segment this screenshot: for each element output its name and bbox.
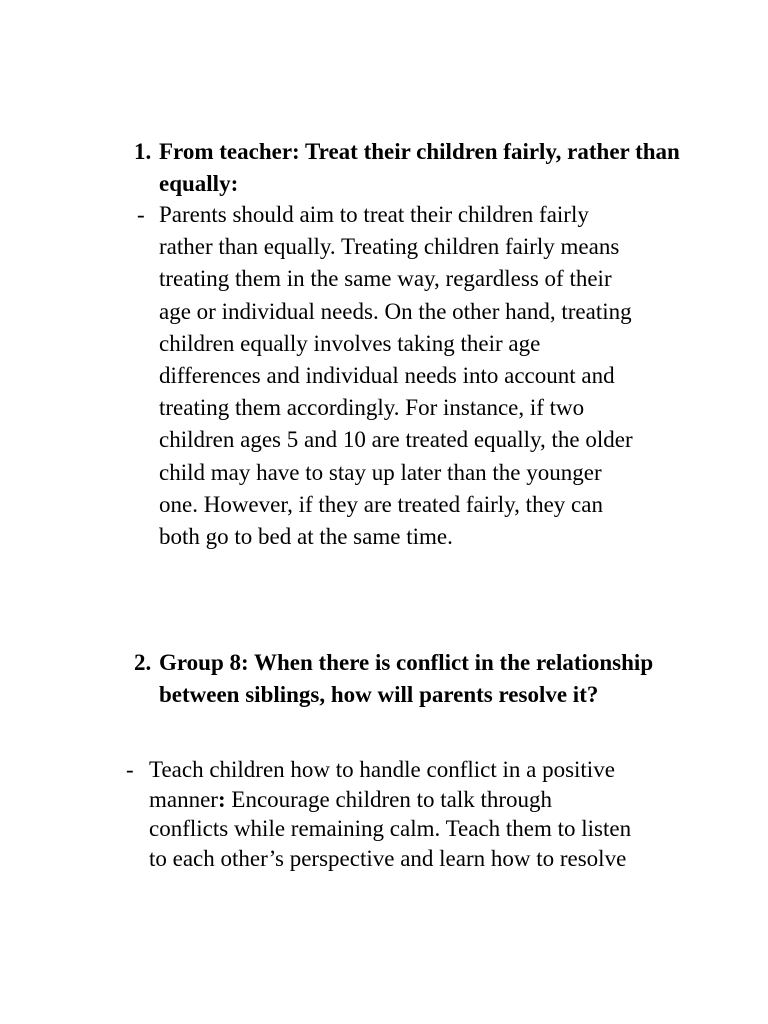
body-line: one. However, if they are treated fairly, they can [159,491,603,517]
body-text: Encourage children to talk through [225,786,553,812]
bold-colon: : [217,786,226,812]
section-1-heading-text: From teacher: Treat their children fairly, rather than equally: [159,139,680,196]
section-2-number: 2. [134,650,152,675]
bullet-dash: - [137,202,145,227]
body-line: children ages 5 and 10 are treated equally, the older [159,427,633,453]
section-1-heading [134,136,694,200]
section-2-paragraph [126,755,706,873]
section-2-heading [134,647,694,711]
section-2-body [149,755,706,873]
section-1-paragraph [137,199,697,553]
body-line: both go to bed at the same time. [159,524,453,550]
section-1-number: 1. [134,139,152,164]
body-text: manner [149,786,218,812]
body-line: Teach children how to handle conflict in a positive [149,757,615,782]
body-line: conflicts while remaining calm. Teach them to listen [149,816,632,841]
body-line: treating them accordingly. For instance, if two [159,395,585,421]
body-line: differences and individual needs into account and [159,363,615,389]
body-line: rather than equally. Treating children fairly means [159,234,620,260]
body-line: child may have to stay up later than the younger [159,459,602,485]
body-line: age or individual needs. On the other hand, treating [159,298,632,324]
section-2-heading-text: Group 8: When there is conflict in the relationship between siblings, how will parents resolve it? [159,650,654,707]
body-line [149,785,706,815]
body-line: Parents should aim to treat their children fairly [159,202,589,227]
body-line: children equally involves taking their age [159,330,541,356]
section-1-body [159,199,697,553]
body-line: to each other’s perspective and learn how to resolve [149,845,627,871]
body-line: treating them in the same way, regardless of their [159,266,612,292]
bullet-dash: - [126,757,134,782]
